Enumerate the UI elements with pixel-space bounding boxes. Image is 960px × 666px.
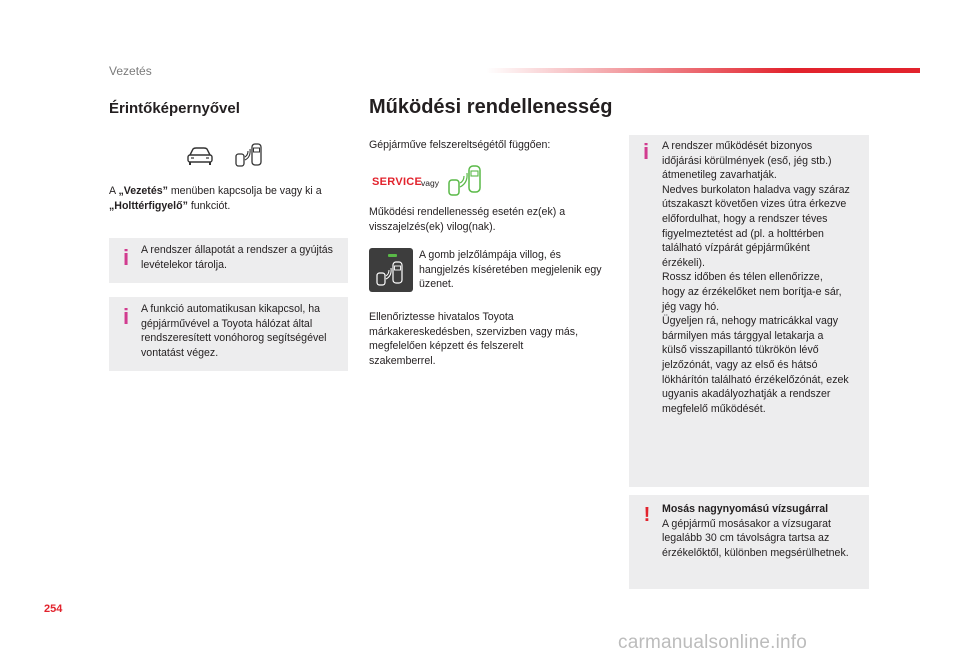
warning-box-washing bbox=[629, 495, 869, 589]
info-icon: i bbox=[122, 245, 130, 270]
info-state-text: A rendszer állapotát a rendszer a gyújtás levételekor tárolja. bbox=[141, 244, 333, 271]
info-line: külső visszapillantó tükrökön lévő bbox=[662, 344, 819, 357]
button-blink-text: A gomb jelzőlámpája villog, és hangjelzés kíséretében megjelenik egy üzenet. bbox=[419, 249, 602, 291]
info-line: figyelmeztetést ad (pl. a holttérben bbox=[662, 227, 824, 240]
info-line: érzékeli). bbox=[662, 256, 705, 269]
info-line: ugyanis akadályozhatják a rendszer bbox=[662, 388, 831, 401]
info-line: A rendszer működését bizonyos bbox=[662, 140, 813, 152]
blind-spot-icon bbox=[234, 142, 264, 168]
malfunction-text: Működési rendellenesség esetén ez(ek) a visszajelzés(ek) vilog(nak). bbox=[369, 206, 566, 233]
malfunction-heading: Működési rendellenesség bbox=[369, 96, 613, 118]
info-line: lökhárítón található érzékelőzónát, ezek bbox=[662, 373, 849, 386]
touchscreen-instruction bbox=[109, 184, 354, 213]
button-indicator-icon bbox=[388, 254, 397, 257]
car-icon bbox=[186, 146, 214, 166]
warning-icon: ! bbox=[643, 504, 651, 526]
info-line: átmenetileg zavarhatják. bbox=[662, 169, 777, 182]
info-icon: i bbox=[642, 139, 650, 164]
weather-info-text bbox=[662, 139, 859, 416]
service-warning-label: SERVICE bbox=[372, 176, 423, 188]
info-line: bármilyen más tárggyal letakarja a bbox=[662, 329, 824, 342]
warning-text: A gépjármű mosásakor a vízsugarat legalább 30 cm távolságra tartsa az érzékelőktől, különben megsérülhetnek. bbox=[662, 517, 849, 559]
warning-title: Mosás nagynyomású vízsugárral bbox=[662, 503, 829, 515]
info-line: található vízpárát gépjárműként bbox=[662, 242, 810, 255]
header-divider bbox=[486, 68, 920, 73]
info-box-state bbox=[109, 238, 348, 283]
info-line: időjárási körülmények (eső, jég stb.) bbox=[662, 154, 832, 167]
dealer-check-text: Ellenőriztesse hivatalos Toyota márkakereskedésben, szervizben vagy más, megfelelően képzett és felszerelt szakemberrel. bbox=[369, 311, 579, 367]
blind-spot-warning-icon bbox=[446, 164, 484, 198]
section-title: Vezetés bbox=[109, 64, 152, 78]
info-line: Rossz időben és télen ellenőrizze, bbox=[662, 271, 823, 284]
watermark: carmanualsonline.info bbox=[618, 632, 808, 653]
info-icon: i bbox=[122, 304, 130, 329]
equipment-dependent: Gépjárműve felszereltségétől függően: bbox=[369, 139, 551, 151]
instruction-prefix: A bbox=[109, 185, 119, 197]
info-towing-text: A funkció automatikusan kikapcsol, ha gépjárművével a Toyota hálózat által rendszeresített vonóhorog segítségével vontatást végez. bbox=[141, 303, 327, 359]
info-line: hogy az érzékelőket nem borítja-e sár, bbox=[662, 285, 842, 298]
info-line: jelzőzónát, vagy az első és hátsó bbox=[662, 358, 818, 371]
menu-name: „Vezetés” bbox=[118, 185, 168, 197]
info-line: útszakaszt követően vizes útra érkezve bbox=[662, 198, 847, 211]
info-line: jég vagy hó. bbox=[662, 300, 720, 313]
info-line: megfelelő működését. bbox=[662, 402, 766, 415]
touchscreen-heading: Érintőképernyővel bbox=[109, 100, 240, 117]
page-number: 254 bbox=[44, 603, 63, 615]
button-symbol-icon bbox=[375, 260, 407, 288]
function-name: „Holttérfigyelő” bbox=[109, 199, 188, 212]
instruction-middle: menüben kapcsolja be vagy ki a bbox=[167, 185, 322, 197]
info-line: Ügyeljen rá, nehogy matricákkal vagy bbox=[662, 315, 839, 328]
info-box-weather bbox=[629, 135, 869, 487]
instruction-suffix: funkciót. bbox=[187, 199, 231, 212]
or-label: vagy bbox=[421, 178, 439, 188]
blind-spot-button-icon bbox=[369, 248, 413, 292]
info-line: Nedves burkolaton haladva vagy száraz bbox=[662, 183, 850, 196]
info-line: előfordulhat, hogy a rendszer téves bbox=[662, 212, 828, 225]
info-box-towing bbox=[109, 297, 348, 371]
